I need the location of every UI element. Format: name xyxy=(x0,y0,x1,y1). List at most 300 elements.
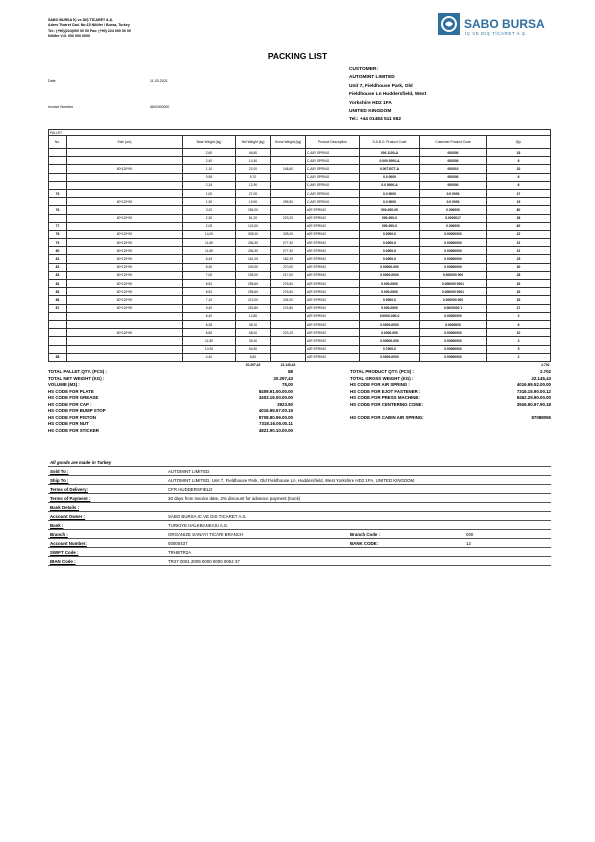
summary-value: 7318.15.90.00.12 xyxy=(516,388,551,394)
cell-gross xyxy=(271,353,306,361)
cell-net: 249,00 xyxy=(236,263,271,271)
cell-size xyxy=(67,222,183,230)
table-row xyxy=(49,320,551,328)
terms-row xyxy=(48,485,551,494)
terms-label: Branch : xyxy=(50,531,68,537)
cell-sabo: 0.0 0000 xyxy=(360,173,420,181)
cell-qty: 60 xyxy=(487,222,551,230)
cell-cust: 0.0000000 1 xyxy=(420,304,487,312)
cell-no: 77 xyxy=(49,222,67,230)
cell-bare: 1,10 xyxy=(183,165,236,173)
summary-value: 8462.29.90.00.00 xyxy=(516,395,551,400)
summary-value: 8409.91.00.00.00 xyxy=(258,388,293,394)
summary-label: VOLUME (M3) : xyxy=(48,382,80,387)
cell-gross: 270,00 xyxy=(271,263,306,271)
summary-value: 2.702 xyxy=(540,369,551,374)
date-label: Date xyxy=(48,79,56,83)
table-row xyxy=(49,181,551,189)
cell-gross: 148,60 xyxy=(271,165,306,173)
table-header-row xyxy=(49,136,551,149)
cell-desc: AIR SPRING xyxy=(306,288,360,296)
cell-cust: 0.00000000 xyxy=(420,329,487,337)
cell-cust: 000000 xyxy=(420,173,487,181)
cell-no: 80 xyxy=(49,247,67,255)
cell-bare: 8,30 xyxy=(183,263,236,271)
cell-size: 80*120*90 xyxy=(67,288,183,296)
cell-gross xyxy=(271,312,306,320)
empty-cell xyxy=(306,361,487,369)
cell-desc: C.AIR SPRING xyxy=(306,173,360,181)
cell-qty: 6 xyxy=(487,320,551,328)
summary-label: HS CODE FOR NUT xyxy=(48,421,89,426)
cell-net: 38,10 xyxy=(236,320,271,328)
invoice-number-label: Invoice Number xyxy=(48,105,74,109)
cell-size xyxy=(67,337,183,345)
cell-desc: AIR SPRING xyxy=(306,345,360,353)
cell-sabo: 0.000 0000-A xyxy=(360,157,420,165)
cell-cust: 0.0 0000 xyxy=(420,198,487,206)
table-row xyxy=(49,189,551,197)
total-cell: 22.145,43 xyxy=(280,363,296,368)
cell-cust: 0.00000000 xyxy=(420,337,487,345)
cell-net: 54,50 xyxy=(236,345,271,353)
cell-cust: 0.00000000 xyxy=(420,345,487,353)
cell-cust: 000000 xyxy=(420,149,487,157)
column-header: Size (cm) xyxy=(67,136,183,149)
terms-row xyxy=(48,521,551,530)
cell-bare: 11,65 xyxy=(183,239,236,247)
cell-cust: 000010 xyxy=(420,165,487,173)
table-row xyxy=(49,214,551,222)
cell-bare: 0,95 xyxy=(183,173,236,181)
column-header: Qty. xyxy=(487,136,551,149)
cell-qty: 6 xyxy=(487,157,551,165)
cell-size xyxy=(67,181,183,189)
company-logo xyxy=(436,10,546,44)
cell-desc: AIR SPRING xyxy=(306,320,360,328)
terms-extra-label: Branch Code : xyxy=(350,531,381,537)
cell-bare: 8,52 xyxy=(183,280,236,288)
cell-size xyxy=(67,345,183,353)
summary-value: 4016.99.57.00.19 xyxy=(258,408,293,413)
cell-net: 27,00 xyxy=(236,189,271,197)
cell-gross: 274,80 xyxy=(271,304,306,312)
terms-label: Account Number: xyxy=(50,540,87,546)
terms-value: ORGANIZE SANAYI TICARI BRANCH xyxy=(168,531,244,537)
page-title: PACKING LIST xyxy=(267,51,328,61)
terms-row xyxy=(48,539,551,548)
summary-row xyxy=(48,428,551,435)
column-header: No. xyxy=(49,136,67,149)
svg-text:SABO BURSA: SABO BURSA xyxy=(464,17,545,31)
company-name: SABO BURSA İÇ ve DIŞ TİCARET A.Ş. xyxy=(48,18,114,22)
cell-no: 84 xyxy=(49,280,67,288)
terms-row xyxy=(48,467,551,476)
cell-qty: 22 xyxy=(487,230,551,238)
cell-size xyxy=(67,173,183,181)
cell-cust: 0.00000000 xyxy=(420,239,487,247)
terms-row xyxy=(48,548,551,557)
cell-size: 80*120*90 xyxy=(67,280,183,288)
cell-cust: 0.000000 0001 xyxy=(420,288,487,296)
company-address: Adres Ticaret Cad. No:15 Nilüfer / Bursa, Turkey xyxy=(48,23,130,28)
summary-value: 7318.16.00.00.11 xyxy=(259,421,293,426)
cell-gross: 234,00 xyxy=(271,296,306,304)
company-tax: Nilüfer V.D. 000 000 0000 xyxy=(48,33,91,38)
origin-note-text: All goods are made in Turkey xyxy=(50,459,112,465)
summary-value: 4821.90.10.00.00 xyxy=(258,427,293,433)
table-row xyxy=(49,255,551,263)
table-row xyxy=(49,353,551,361)
cell-no xyxy=(49,181,67,189)
summary-label: HS CODE FOR PLATE xyxy=(48,388,94,394)
cell-gross xyxy=(271,173,306,181)
terms-label: Sold To : xyxy=(50,468,69,474)
cell-net: 12,90 xyxy=(236,181,271,189)
cell-desc: C.AIR SPRING xyxy=(306,157,360,165)
cell-cust: 0.00000000 xyxy=(420,230,487,238)
column-header: Net Weight (kg) xyxy=(236,136,271,149)
cell-net: 308,00 xyxy=(236,230,271,238)
cell-gross: 328,00 xyxy=(271,230,306,238)
cell-no xyxy=(49,312,67,320)
cell-gross xyxy=(271,189,306,197)
cell-cust: 0.000000 000 xyxy=(420,296,487,304)
cell-gross: 182,25 xyxy=(271,255,306,263)
customer-heading: CUSTOMER: xyxy=(349,67,378,72)
customer-line: Yorkshire HD2 1FA xyxy=(349,100,392,106)
cell-bare: 14,00 xyxy=(183,230,236,238)
cell-cust: 0.0 0000 xyxy=(420,189,487,197)
cell-gross: 276,60 xyxy=(271,280,306,288)
cell-sabo: 0.0 0000 xyxy=(360,198,420,206)
customer-block xyxy=(349,66,549,125)
cell-size xyxy=(67,320,183,328)
summary-value: 8708.80.99.00.00 xyxy=(258,414,293,420)
summary-value: 3923.50 xyxy=(277,401,293,407)
cell-qty: 28 xyxy=(487,271,551,279)
invoice-number-value: ABC000000 xyxy=(150,105,170,109)
cell-qty: 6 xyxy=(487,173,551,181)
terms-label: Bank : xyxy=(50,522,64,528)
cell-sabo: 0.0000-0000 xyxy=(360,320,420,328)
summary-label: HS CODE FOR PISTON xyxy=(48,414,96,420)
cell-no xyxy=(49,173,67,181)
summary-label: HS CODE FOR STICKER xyxy=(48,427,99,433)
cell-cust: 0.00000000 xyxy=(420,247,487,255)
cell-sabo: 0.0000-0000 xyxy=(360,353,420,361)
cell-no xyxy=(49,320,67,328)
cell-desc: AIR SPRING xyxy=(306,312,360,320)
cell-net: 81,20 xyxy=(236,214,271,222)
summary-value: 3926.90.97.90.18 xyxy=(516,401,551,407)
cell-bare: 7,00 xyxy=(183,271,236,279)
table-row xyxy=(49,198,551,206)
cell-qty: 22 xyxy=(487,239,551,247)
cell-gross xyxy=(271,337,306,345)
cell-cust: 0.0000000 xyxy=(420,320,487,328)
packing-table xyxy=(48,129,551,369)
terms-value: 00000437 xyxy=(168,540,188,546)
cell-cust: 000000 xyxy=(420,157,487,165)
cell-bare: 6,40 xyxy=(183,312,236,320)
cell-gross: 276,60 xyxy=(271,288,306,296)
cell-sabo: 0.0000-0 xyxy=(360,239,420,247)
cell-desc: AIR SPRING xyxy=(306,263,360,271)
company-info xyxy=(48,18,228,39)
cell-sabo: 0.0071077-A xyxy=(360,165,420,173)
table-row xyxy=(49,239,551,247)
customer-line: UNITED KINGDOM xyxy=(349,109,392,115)
cell-qty: 20 xyxy=(487,165,551,173)
cell-no: 87 xyxy=(49,304,67,312)
totals-summary xyxy=(48,369,551,434)
cell-no xyxy=(49,214,67,222)
cell-size xyxy=(67,149,183,157)
cell-no: 79 xyxy=(49,239,67,247)
terms-row xyxy=(48,557,551,566)
table-row xyxy=(49,230,551,238)
table-row xyxy=(49,157,551,165)
cell-size: 80*120*90 xyxy=(67,165,183,173)
summary-label: HS CODE FOR CENTERING CONE: xyxy=(350,401,423,407)
column-header: S.A.B.O. Product Code xyxy=(360,136,420,149)
cell-gross xyxy=(271,181,306,189)
terms-row xyxy=(48,503,551,512)
cell-bare: 1,30 xyxy=(183,198,236,206)
cell-qty: 15 xyxy=(487,198,551,206)
cell-qty: 10 xyxy=(487,329,551,337)
cell-bare: 11,65 xyxy=(183,247,236,255)
table-row xyxy=(49,288,551,296)
cell-no xyxy=(49,329,67,337)
cell-no: 82 xyxy=(49,263,67,271)
cell-desc: C.AIR SPRING xyxy=(306,181,360,189)
customer-line: AUTOMINT LIMITED xyxy=(349,75,395,81)
total-cell: 20.297,43 xyxy=(245,363,261,368)
table-row xyxy=(49,312,551,320)
cell-size: 80*120*90 xyxy=(67,230,183,238)
table-row xyxy=(49,271,551,279)
cell-sabo: 000 1100-A xyxy=(360,149,420,157)
cell-gross: 223,20 xyxy=(271,214,306,222)
cell-qty: 30 xyxy=(487,263,551,271)
terms-value: AUTOMINT LIMITED xyxy=(168,468,210,474)
table-row xyxy=(49,345,551,353)
cell-desc: AIR SPRING xyxy=(306,296,360,304)
cell-qty: 27 xyxy=(487,189,551,197)
cell-cust: 0.000000 0001 xyxy=(420,280,487,288)
logo-icon xyxy=(436,10,546,44)
cell-desc: AIR SPRING xyxy=(306,206,360,214)
cell-bare: 6,80 xyxy=(183,329,236,337)
terms-label: Account Owner : xyxy=(50,513,86,519)
terms-label: Ship To : xyxy=(50,477,69,483)
origin-note xyxy=(48,458,551,467)
cell-gross xyxy=(271,345,306,353)
cell-size: 80*120*90 xyxy=(67,329,183,337)
cell-no: 76 xyxy=(49,206,67,214)
cell-desc: AIR SPRING xyxy=(306,255,360,263)
terms-value: SABO BURSA IC VE DIS TICARET A.S. xyxy=(168,513,247,519)
summary-label: HS CODE FOR PRESS MACHINE: xyxy=(350,395,420,400)
cell-size: 80*120*90 xyxy=(67,263,183,271)
cell-sabo: 0.0 0000-A xyxy=(360,181,420,189)
cell-gross xyxy=(271,157,306,165)
cell-size: 80*120*90 xyxy=(67,198,183,206)
cell-size xyxy=(67,206,183,214)
cell-qty: 30 xyxy=(487,296,551,304)
cell-sabo: 0.000-0000 xyxy=(360,304,420,312)
summary-value: 4016.99.52.00.00 xyxy=(516,382,551,387)
terms-value: TURKIYE HALKBANKASI A.S. xyxy=(168,522,229,528)
cell-qty: 2 xyxy=(487,353,551,361)
cell-bare: 11,80 xyxy=(183,337,236,345)
cell-sabo: 0.0000-0 xyxy=(360,296,420,304)
cell-desc: AIR SPRING xyxy=(306,239,360,247)
cell-gross: 223,10 xyxy=(271,329,306,337)
cell-size: 80*120*90 xyxy=(67,271,183,279)
cell-no: 83 xyxy=(49,271,67,279)
cell-qty: 18 xyxy=(487,149,551,157)
cell-gross xyxy=(271,222,306,230)
cell-gross: 277,30 xyxy=(271,247,306,255)
cell-sabo: 000-000-0 xyxy=(360,222,420,230)
cell-net: 255,60 xyxy=(236,288,271,296)
cell-size: 80*120*90 xyxy=(67,247,183,255)
cell-sabo: 0.0000-000-0 xyxy=(360,312,420,320)
cell-sabo: 0.7000-0 xyxy=(360,345,420,353)
terms-section xyxy=(48,458,551,566)
customer-line: Fieldhouse Ln Huddersfield, West xyxy=(349,92,427,98)
cell-no xyxy=(49,149,67,157)
table-totals-row xyxy=(49,361,551,369)
cell-sabo: 0.00000-000 xyxy=(360,263,420,271)
table-row xyxy=(49,165,551,173)
column-header: Customer Product Code xyxy=(420,136,487,149)
cell-net: 22,00 xyxy=(236,165,271,173)
terms-label: SWIFT Code : xyxy=(50,549,79,555)
summary-value: 75,00 xyxy=(282,382,293,387)
cell-net: 255,60 xyxy=(236,280,271,288)
cell-cust: 000000 xyxy=(420,181,487,189)
summary-value: 22.145,43 xyxy=(531,375,551,381)
svg-text:İÇ VE DIŞ TİCARET A.Ş.: İÇ VE DIŞ TİCARET A.Ş. xyxy=(465,31,528,36)
total-cell: 2.702 xyxy=(541,363,550,368)
cell-desc: AIR SPRING xyxy=(306,222,360,230)
cell-bare: 8,52 xyxy=(183,288,236,296)
cell-desc: C.AIR SPRING xyxy=(306,149,360,157)
cell-bare: 7,10 xyxy=(183,296,236,304)
cell-net: 256,00 xyxy=(236,206,271,214)
cell-bare: 2,30 xyxy=(183,214,236,222)
cell-gross xyxy=(271,149,306,157)
table-row xyxy=(49,304,551,312)
summary-label: TOTAL PRODUCT QTY. (PCS) : xyxy=(350,369,414,374)
cell-cust: 0.00000000 xyxy=(420,312,487,320)
cell-net: 256,30 xyxy=(236,247,271,255)
cell-desc: AIR SPRING xyxy=(306,304,360,312)
cell-desc: AIR SPRING xyxy=(306,247,360,255)
cell-qty: 28 xyxy=(487,214,551,222)
summary-label: HS CODE FOR GREASE xyxy=(48,395,99,400)
cell-sabo: 0.0000-0 xyxy=(360,255,420,263)
cell-qty: 25 xyxy=(487,255,551,263)
cell-cust: 0.000000 000 xyxy=(420,271,487,279)
cell-qty: 5 xyxy=(487,345,551,353)
cell-desc: C.AIR SPRING xyxy=(306,198,360,206)
cell-net: 5,70 xyxy=(236,173,271,181)
summary-label: HS CODE FOR CABIN AIR SPRING: xyxy=(350,414,424,420)
cell-no xyxy=(49,337,67,345)
cell-bare: 10,90 xyxy=(183,345,236,353)
cell-desc: AIR SPRING xyxy=(306,280,360,288)
summary-value: 87088055 xyxy=(531,414,551,420)
cell-sabo: 0.000-0000 xyxy=(360,280,420,288)
cell-gross xyxy=(271,320,306,328)
cell-bare: 2,40 xyxy=(183,157,236,165)
cell-qty: 2 xyxy=(487,312,551,320)
cell-bare: 1,00 xyxy=(183,189,236,197)
summary-label: HS CODE FOR BUMP STOP xyxy=(48,408,106,413)
cell-desc: AIR SPRING xyxy=(306,214,360,222)
terms-value: AUTOMINT LIMITED, Unit 7, Fieldhouse Park, Old Fieldhouse Ln, Huddersfield, West Yorkshire HD2 1FA, UNITED KINGDOM xyxy=(168,477,415,483)
terms-row xyxy=(48,512,551,521)
cell-sabo: 0.0 0000 xyxy=(360,189,420,197)
terms-extra-label: BANK CODE: xyxy=(350,540,379,546)
cell-bare: 3,20 xyxy=(183,206,236,214)
cell-no: 78 xyxy=(49,230,67,238)
cell-bare: 4,40 xyxy=(183,353,236,361)
cell-net: 253,80 xyxy=(236,304,271,312)
cell-desc: AIR SPRING xyxy=(306,329,360,337)
terms-value: TR27 0001 2009 0000 0000 0004 37 xyxy=(168,558,240,564)
cell-desc: AIR SPRING xyxy=(306,337,360,345)
column-header: Gross Weight (kg) xyxy=(271,136,306,149)
summary-label: HS CODE FOR AIR SPRING : xyxy=(350,382,410,387)
cell-sabo: 0.0000-000 xyxy=(360,329,420,337)
cell-net: 213,00 xyxy=(236,296,271,304)
table-row xyxy=(49,280,551,288)
cell-size: 80*120*90 xyxy=(67,239,183,247)
table-row xyxy=(49,329,551,337)
cell-cust: 0.00000000 xyxy=(420,255,487,263)
terms-value: TRHBTR2A xyxy=(168,549,192,555)
table-row xyxy=(49,206,551,214)
cell-desc: AIR SPRING xyxy=(306,353,360,361)
terms-row xyxy=(48,476,551,485)
cell-cust: 0.00000000 xyxy=(420,263,487,271)
cell-net: 35,40 xyxy=(236,337,271,345)
cell-cust: 0.000000 xyxy=(420,206,487,214)
cell-sabo: 0.0000-0 xyxy=(360,230,420,238)
terms-label: IBAN Code : xyxy=(50,558,76,564)
company-phone: Tel.: (+90)(224)000 00 00 Fax: (+90) 224 000 00 00 xyxy=(48,28,131,33)
cell-no: 75 xyxy=(49,189,67,197)
empty-cell xyxy=(49,361,236,369)
cell-size xyxy=(67,312,183,320)
cell-bare: 2,60 xyxy=(183,149,236,157)
summary-label: TOTAL PALLET QTY. (PCS) : xyxy=(48,369,107,374)
cell-size: 80*120*90 xyxy=(67,255,183,263)
cell-sabo: 0.000-0000 xyxy=(360,288,420,296)
cell-net: 12,80 xyxy=(236,312,271,320)
column-header: Product Description xyxy=(306,136,360,149)
summary-value: 3403.19.00.00.00 xyxy=(258,395,293,400)
customer-line: Tel.: +44 01484 511 682 xyxy=(349,117,402,123)
cell-bare: 2,15 xyxy=(183,181,236,189)
table-row xyxy=(49,173,551,181)
